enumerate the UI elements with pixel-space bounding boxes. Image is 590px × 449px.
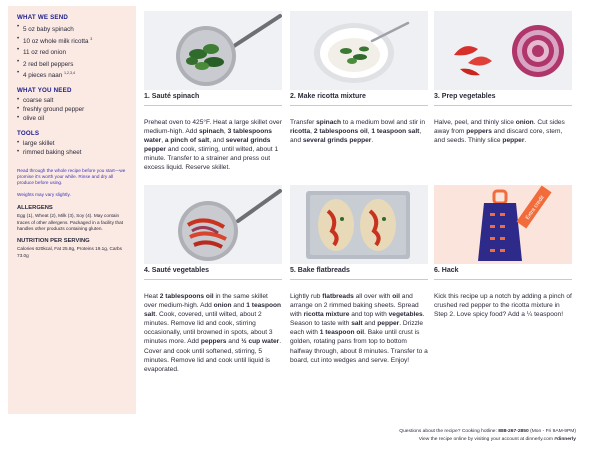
step-photo-saute-vegetables — [144, 185, 282, 264]
pantry-item: • freshly ground pepper — [17, 105, 130, 114]
footer — [399, 428, 576, 444]
tools-list — [17, 139, 130, 158]
step-3 — [434, 11, 572, 145]
step-instructions: Kick this recipe up a notch by adding a pinch of crushed red pepper to the ricotta mixture in Step 2. Love spicy food? Add a ¼ teaspoon! — [434, 293, 572, 319]
what-we-send-list — [17, 23, 130, 81]
online-line: View the recipe online by visiting your account at dinnerly.com #dinnerly — [418, 437, 576, 442]
step-instructions: Heat 2 tablespoons oil in the same skillet over medium-high. Add onion and 1 teaspoon salt. Cook, covered, until wilted, about 2 minutes. Remove lid and cook, stirring occasionally, until browned in spots, about 3 minutes more. Add peppers and ½ cup water. Cover and cook until softened, stirring, 5 minutes. Remove lid and cook until liquid is evaporated. — [144, 293, 282, 373]
step-photo-flatbreads — [290, 185, 428, 264]
step-instructions: Preheat oven to 425°F. Heat a large skillet over medium-high. Add spinach, 3 tablespoons water, a pinch of salt, and several grinds pepper and cook, stirring, until wilted, about 1 minute. Transfer to a strainer and press out excess liquid. Reserve skillet. — [144, 119, 282, 172]
step-title: 1. Sauté spinach — [144, 93, 282, 106]
step-title: 3. Prep vegetables — [434, 93, 572, 106]
what-we-send-heading: WHAT WE SEND — [17, 14, 69, 21]
hotline-number[interactable]: 888-267-2850 — [498, 429, 529, 434]
read-through-note: Read through the whole recipe before you start—we promise it's worth your while. Rinse and dry all produce before using. — [17, 167, 126, 186]
step-photo-hack — [434, 185, 572, 264]
tool-item: • large skillet — [17, 139, 130, 148]
nutrition-text: Calories 620kcal, Fat 25.8g, Proteins 19.1g, Carbs 73.0g — [17, 246, 123, 258]
ingredient-item: • 4 pieces naan $^{1,2,3,4}$ — [17, 69, 130, 81]
step-title: 4. Sauté vegetables — [144, 267, 282, 280]
ingredient-item: • 11 oz red onion — [17, 46, 130, 58]
step-photo-vegetables — [434, 11, 572, 90]
step-instructions: Lightly rub flatbreads all over with oil and arrange on 2 rimmed baking sheets. Spread with ricotta mixture and top with vegetables. Season to taste with salt and pepper. Drizzle each with 1 teaspoon oil. Bake until crust is golden, rotating pans from top to bottom halfway through, about 8 minutes. Transfer to a board, cut into wedges and serve. Enjoy! — [290, 293, 428, 364]
step-1 — [144, 11, 282, 173]
hotline-line: Questions about the recipe? Cooking hotline: 888-267-2850 (Mon - Fri 9AM-9PM) — [399, 429, 576, 434]
what-you-need-heading: WHAT YOU NEED — [17, 86, 72, 94]
step-6 — [434, 185, 572, 319]
hashtag: #dinnerly — [554, 437, 576, 442]
ingredient-item: • 5 oz baby spinach — [17, 23, 130, 35]
ingredient-item: • 10 oz whole milk ricotta $^3$ — [17, 35, 130, 47]
step-4 — [144, 185, 282, 374]
allergens-text: Egg (1), Wheat (2), Milk (3), Soy (4). May contain traces of other allergens. Packaged in a facility that handles other products containing gluten. — [17, 213, 124, 231]
step-instructions: Transfer spinach to a medium bowl and stir in ricotta, 2 tablespoons oil, 1 teaspoon salt, and several grinds pepper. — [290, 119, 425, 145]
nutrition-heading: NUTRITION PER SERVING — [17, 238, 90, 245]
step-title: 2. Make ricotta mixture — [290, 93, 428, 106]
step-photo-spinach — [144, 11, 282, 90]
pantry-item: • coarse salt — [17, 96, 130, 105]
pantry-item: • olive oil — [17, 114, 130, 123]
tool-item: • rimmed baking sheet — [17, 148, 130, 157]
ingredients-sidebar — [8, 6, 136, 414]
step-photo-ricotta — [290, 11, 428, 90]
ingredient-item: • 2 red bell peppers — [17, 58, 130, 70]
weights-note: Weights may vary slightly. — [17, 191, 71, 197]
tools-heading: TOOLS — [17, 129, 40, 137]
step-5 — [290, 185, 428, 365]
step-title: 6. Hack — [434, 267, 572, 280]
allergens-heading: ALLERGENS — [17, 205, 53, 212]
step-title: 5. Bake flatbreads — [290, 267, 428, 280]
what-you-need-list — [17, 96, 130, 124]
svg-text:Extra credit: Extra credit — [524, 194, 546, 221]
step-2 — [290, 11, 428, 145]
step-instructions: Halve, peel, and thinly slice onion. Cut sides away from peppers and discard core, stem, and seeds. Thinly slice pepper. — [434, 119, 565, 145]
